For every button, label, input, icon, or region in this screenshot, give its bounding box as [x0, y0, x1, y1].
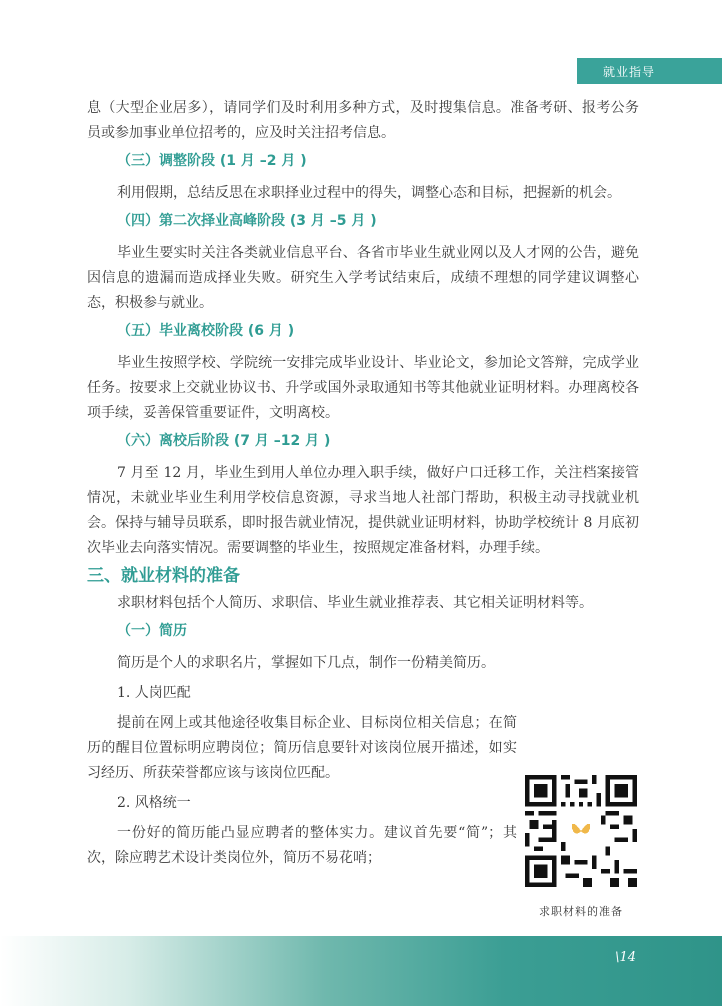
qr-caption: 求职材料的准备: [539, 905, 623, 918]
qr-code-icon[interactable]: [525, 775, 637, 887]
paragraph-materials: 求职材料包括个人简历、求职信、毕业生就业推荐表、其它相关证明材料等。: [117, 595, 593, 611]
footer-band: [0, 936, 722, 1006]
item-job-match: 1. 人岗匹配: [117, 685, 191, 701]
section-tab: [577, 58, 722, 84]
paragraph-style-unity: 一份好的简历能凸显应聘者的整体实力。建议首先要“简”；其次，除应聘艺术设计类岗位外，简历不易花哨；: [87, 825, 517, 866]
heading-adjust-stage: （三）调整阶段 (1 月 –2 月 ): [117, 153, 307, 169]
section-title-materials: 三、就业材料的准备: [87, 566, 240, 586]
page-number: \14: [615, 950, 636, 965]
paragraph-adjust-stage: 利用假期，总结反思在求职择业过程中的得失，调整心态和目标，把握新的机会。: [117, 185, 621, 201]
qr-block: [523, 775, 639, 919]
heading-leave-stage: （五）毕业离校阶段 (6 月 ): [117, 323, 295, 339]
heading-second-peak-stage: （四）第二次择业高峰阶段 (3 月 –5 月 ): [117, 213, 377, 229]
paragraph-leave-stage: 毕业生按照学校、学院统一安排完成毕业设计、毕业论文，参加论文答辩，完成学业任务。按要求上交就业协议书、升学或国外录取通知书等其他就业证明材料。办理离校各项手续，妥善保管重要证件，文明离校。: [87, 355, 639, 421]
paragraph-job-match: 提前在网上或其他途径收集目标企业、目标岗位相关信息；在简历的醒目位置标明应聘岗位；简历信息要针对该岗位展开描述，如实习经历、所获荣誉都应该与该岗位匹配。: [87, 715, 517, 781]
paragraph-resume: 简历是个人的求职名片，掌握如下几点，制作一份精美简历。: [117, 655, 495, 671]
item-style-unity: 2. 风格统一: [117, 795, 191, 811]
heading-resume: （一）简历: [117, 623, 187, 639]
page-content: [87, 96, 639, 871]
paragraph-after-stage: 7 月至 12 月，毕业生到用人单位办理入职手续，做好户口迁移工作，关注档案接管情况，未就业毕业生利用学校信息资源，寻求当地人社部门帮助，积极主动寻找就业机会。保持与辅导员联系，即时报告就业情况，提供就业证明材料，协助学校统计 8 月底初次毕业去向落实情况。需要调整的毕业生，按照规定准备材料，办理手续。: [87, 465, 639, 556]
paragraph-second-peak-stage: 毕业生要实时关注各类就业信息平台、各省市毕业生就业网以及人才网的公告，避免因信息的遗漏而造成择业失败。研究生入学考试结束后，成绩不理想的同学建议调整心态，积极参与就业。: [87, 245, 639, 311]
paragraph-intro: 息（大型企业居多），请同学们及时利用多种方式，及时搜集信息。准备考研、报考公务员或参加事业单位招考的，应及时关注招考信息。: [87, 100, 639, 141]
heading-after-stage: （六）离校后阶段 (7 月 –12 月 ): [117, 433, 331, 449]
section-tab-label: 就业指导: [603, 64, 656, 79]
